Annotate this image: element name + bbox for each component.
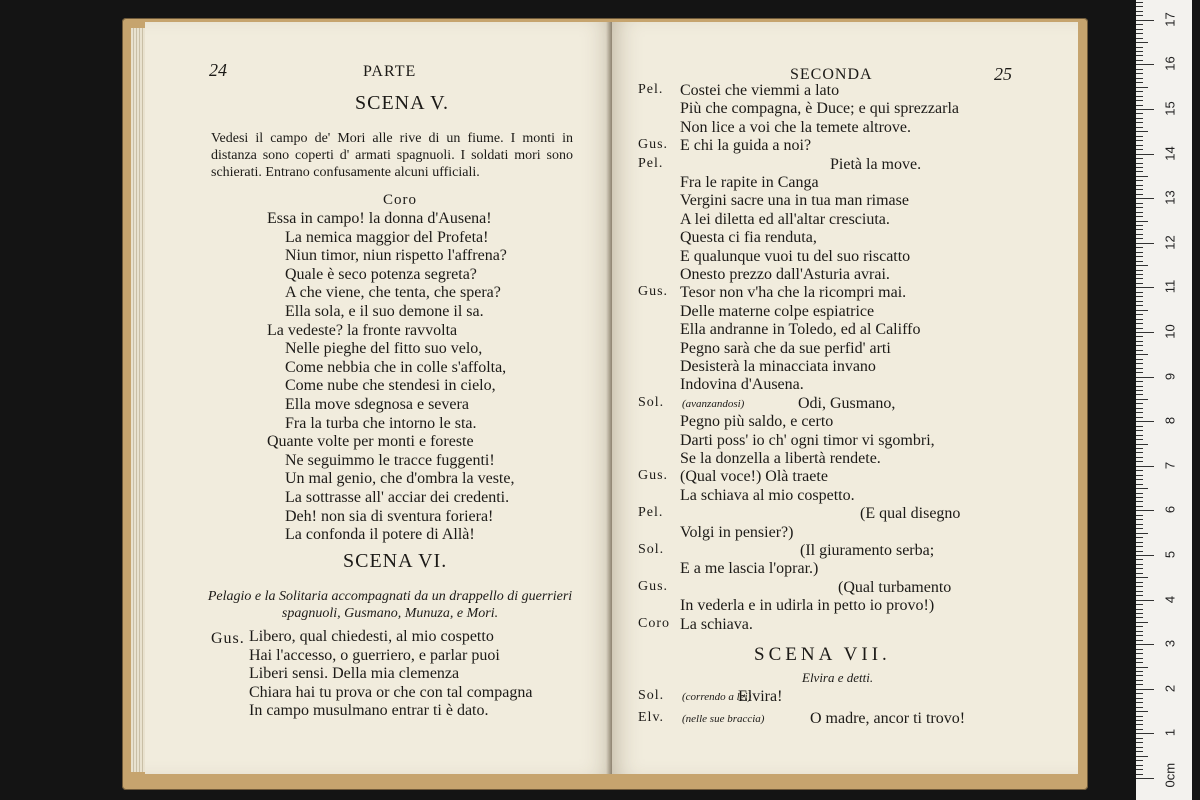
ruler-tick xyxy=(1136,658,1143,659)
verse-text: (E qual disegno xyxy=(860,505,961,523)
ruler-tick xyxy=(1136,564,1143,565)
verse-text: (Qual turbamento xyxy=(838,578,952,596)
ruler-tick xyxy=(1136,24,1143,25)
ruler-tick xyxy=(1136,38,1143,39)
ruler-tick xyxy=(1136,493,1143,494)
measurement-ruler xyxy=(1136,0,1192,800)
verse-text: Fra le rapite in Canga xyxy=(680,174,819,191)
ruler-tick xyxy=(1136,769,1143,770)
ruler-tick xyxy=(1136,51,1143,52)
speaker-label: Pel. xyxy=(638,82,664,97)
verse-text: Vergini sacre una in tua man rimase xyxy=(680,192,909,210)
ruler-tick xyxy=(1136,720,1143,721)
verse-line: Ne seguimmo le tracce fuggenti! xyxy=(285,451,495,469)
ruler-tick xyxy=(1136,510,1154,511)
ruler-label: 15 xyxy=(1162,101,1178,116)
ruler-tick xyxy=(1136,671,1143,672)
verse-line: Nelle pieghe del fitto suo velo, xyxy=(285,340,483,358)
ruler-tick xyxy=(1136,533,1148,534)
ruler-tick xyxy=(1136,528,1143,529)
verse-text: La schiava al mio cospetto. xyxy=(680,486,855,504)
verse-line: Come nebbia che in colle s'affolta, xyxy=(285,358,507,376)
ruler-tick xyxy=(1136,412,1143,413)
ruler-tick xyxy=(1136,69,1143,70)
ruler-tick xyxy=(1136,604,1143,605)
stage-direction: Pelagio e la Solitaria accompagnati da un drappello di guerrieri spagnuoli, Gusmano, Munuza, e Mori. xyxy=(207,589,573,621)
speaker-label: Gus. xyxy=(638,468,669,484)
ruler-tick xyxy=(1136,15,1143,16)
speaker-label: Elv. xyxy=(638,710,665,725)
ruler-tick xyxy=(1136,221,1148,222)
ruler-label: 10 xyxy=(1162,324,1178,339)
ruler-tick xyxy=(1136,328,1143,329)
ruler-tick xyxy=(1136,314,1143,315)
verse-line: La sottrasse all' acciar dei credenti. xyxy=(285,488,510,506)
ruler-tick xyxy=(1136,626,1143,627)
ruler-tick xyxy=(1136,283,1143,284)
gusmano-verses xyxy=(249,628,532,721)
ruler-tick xyxy=(1136,296,1143,297)
left-page xyxy=(145,22,612,774)
verse-text: Odi, Gusmano, xyxy=(798,394,896,412)
verse-line: Quante volte per monti e foreste xyxy=(267,433,474,451)
ruler-tick xyxy=(1136,292,1143,293)
verse-text: E chi la guida a noi? xyxy=(680,137,812,155)
ruler-tick xyxy=(1136,600,1154,601)
verse-line: In campo musulmano entrar ti è dato. xyxy=(249,702,489,720)
ruler-tick xyxy=(1136,470,1143,471)
ruler-tick xyxy=(1136,698,1143,699)
ruler-tick xyxy=(1136,278,1143,279)
ruler-tick xyxy=(1136,461,1143,462)
ruler-tick xyxy=(1136,359,1143,360)
ruler-label: 0cm xyxy=(1162,762,1178,788)
ruler-tick xyxy=(1136,724,1143,725)
ruler-tick xyxy=(1136,635,1143,636)
ruler-tick xyxy=(1136,733,1154,734)
ruler-tick xyxy=(1136,430,1143,431)
ruler-tick xyxy=(1136,265,1148,266)
ruler-tick xyxy=(1136,212,1143,213)
ruler-tick xyxy=(1136,448,1143,449)
ruler-tick xyxy=(1136,207,1143,208)
ruler-tick xyxy=(1136,319,1143,320)
speaker-label: Pel. xyxy=(638,155,664,171)
ruler-tick xyxy=(1136,243,1154,244)
page-number-left: 24 xyxy=(209,60,227,80)
ruler-tick xyxy=(1136,234,1143,235)
ruler-label: 1 xyxy=(1162,729,1178,737)
verse-line: Fra la turba che intorno le sta. xyxy=(285,414,477,432)
verse-line: Libero, qual chiedesti, al mio cospetto xyxy=(249,628,494,645)
verse-text: Costei che viemmi a lato xyxy=(680,82,840,99)
stage-direction: (avanzandosi) xyxy=(682,397,745,410)
ruler-tick xyxy=(1136,256,1143,257)
ruler-label: 7 xyxy=(1162,461,1178,469)
ruler-tick xyxy=(1136,729,1143,730)
ruler-tick xyxy=(1136,765,1143,766)
ruler-tick xyxy=(1136,225,1143,226)
ruler-tick xyxy=(1136,689,1154,690)
ruler-tick xyxy=(1136,515,1143,516)
speaker-label: Gus. xyxy=(638,137,669,153)
ruler-tick xyxy=(1136,640,1143,641)
ruler-tick xyxy=(1136,171,1143,172)
verse-text: Se la donzella a libertà rendete. xyxy=(680,450,881,467)
ruler-tick xyxy=(1136,452,1143,453)
ruler-tick xyxy=(1136,20,1154,21)
ruler-tick xyxy=(1136,6,1143,7)
ruler-tick xyxy=(1136,55,1143,56)
ruler-tick xyxy=(1136,100,1143,101)
ruler-tick xyxy=(1136,751,1143,752)
ruler-tick xyxy=(1136,742,1143,743)
scene-title: SCENA VI. xyxy=(343,550,448,572)
verse-line: La nemica maggior del Profeta! xyxy=(285,228,489,246)
ruler-tick xyxy=(1136,113,1143,114)
verse-line: La confonda il potere di Allà! xyxy=(285,526,475,544)
chorus-verses xyxy=(267,210,514,545)
page-number-right: 25 xyxy=(994,64,1012,84)
speaker-label: Gus. xyxy=(211,630,245,647)
verse-line: Hai l'accesso, o guerriero, e parlar puoi xyxy=(249,646,500,664)
ruler-tick xyxy=(1136,524,1143,525)
ruler-tick xyxy=(1136,399,1148,400)
stage-direction: (nelle sue braccia) xyxy=(682,713,765,725)
ruler-tick xyxy=(1136,247,1143,248)
verse-text: La schiava. xyxy=(680,615,753,633)
verse-text: In vederla e in udirla in petto io provo!) xyxy=(680,597,935,615)
ruler-tick xyxy=(1136,457,1143,458)
verse-line: Ella move sdegnosa e severa xyxy=(285,395,469,413)
ruler-tick xyxy=(1136,417,1143,418)
ruler-tick xyxy=(1136,542,1143,543)
ruler-tick xyxy=(1136,444,1148,445)
scene-title: SCENA VII. xyxy=(754,644,891,665)
ruler-tick xyxy=(1136,680,1143,681)
ruler-tick xyxy=(1136,29,1143,30)
verse-line: Quale è seco potenza segreta? xyxy=(285,265,477,283)
ruler-tick xyxy=(1136,716,1143,717)
ruler-tick xyxy=(1136,537,1143,538)
verse-line: Un mal genio, che d'ombra la veste, xyxy=(285,470,515,488)
ruler-tick xyxy=(1136,33,1143,34)
ruler-tick xyxy=(1136,684,1143,685)
ruler-tick xyxy=(1136,577,1148,578)
ruler-tick xyxy=(1136,662,1143,663)
ruler-tick xyxy=(1136,774,1143,775)
ruler-tick xyxy=(1136,60,1143,61)
ruler-tick xyxy=(1136,559,1143,560)
verse-text: Tesor non v'ha che la ricompri mai. xyxy=(680,284,907,302)
verse-text: E qualunque vuoi tu del suo riscatto xyxy=(680,247,911,265)
ruler-tick xyxy=(1136,194,1143,195)
ruler-label: 13 xyxy=(1162,190,1178,205)
ruler-tick xyxy=(1136,426,1143,427)
ruler-tick xyxy=(1136,274,1143,275)
ruler-tick xyxy=(1136,649,1143,650)
ruler-tick xyxy=(1136,42,1148,43)
ruler-tick xyxy=(1136,180,1143,181)
ruler-tick xyxy=(1136,403,1143,404)
speaker-label: Sol. xyxy=(638,542,665,557)
ruler-tick xyxy=(1136,586,1143,587)
ruler-tick xyxy=(1136,216,1143,217)
ruler-tick xyxy=(1136,131,1148,132)
ruler-tick xyxy=(1136,466,1154,467)
ruler-tick xyxy=(1136,591,1143,592)
ruler-label: 5 xyxy=(1162,550,1178,559)
speaker-label: Sol. xyxy=(638,688,665,703)
verse-text: Più che compagna, è Duce; e qui sprezzarla xyxy=(680,100,959,118)
verse-text: Pegno sarà che da sue perfid' arti xyxy=(680,339,891,357)
ruler-tick xyxy=(1136,408,1143,409)
ruler-tick xyxy=(1136,203,1143,204)
verse-line: A che viene, che tenta, che spera? xyxy=(285,284,501,302)
verse-text: Onesto prezzo dall'Asturia avrai. xyxy=(680,266,890,283)
ruler-tick xyxy=(1136,609,1143,610)
ruler-label: 12 xyxy=(1162,235,1178,250)
ruler-tick xyxy=(1136,519,1143,520)
verse-line: Niun timor, niun rispetto l'affrena? xyxy=(285,247,507,265)
verse-text: Non lice a voi che la temete altrove. xyxy=(680,118,912,136)
ruler-tick xyxy=(1136,270,1143,271)
speaker-label: Sol. xyxy=(638,394,665,410)
verse-text: O madre, ancor ti trovo! xyxy=(810,710,966,727)
verse-text: Pegno più saldo, e certo xyxy=(680,413,834,431)
ruler-tick xyxy=(1136,2,1143,3)
ruler-tick xyxy=(1136,760,1143,761)
ruler-tick xyxy=(1136,381,1143,382)
ruler-tick xyxy=(1136,644,1154,645)
ruler-tick xyxy=(1136,667,1148,668)
ruler-tick xyxy=(1136,675,1143,676)
ruler-tick xyxy=(1136,96,1143,97)
verse-text: Delle materne colpe espiatrice xyxy=(680,302,875,320)
verse-line: Ella sola, e il suo demone il sa. xyxy=(285,302,484,320)
ruler-tick xyxy=(1136,568,1143,569)
ruler-tick xyxy=(1136,363,1143,364)
ruler-tick xyxy=(1136,341,1143,342)
ruler-tick xyxy=(1136,310,1148,311)
ruler-label: 11 xyxy=(1162,280,1178,294)
ruler-tick xyxy=(1136,323,1143,324)
stage-direction: Vedesi il campo de' Mori alle rive di un fiume. I monti in distanza sono coperti d' armati spagnuoli. I soldati mori sono schierati. Entrano confusamente alcuni ufficiali. xyxy=(211,131,573,180)
ruler-tick xyxy=(1136,551,1143,552)
ruler-tick xyxy=(1136,301,1143,302)
ruler-label: 2 xyxy=(1162,684,1178,692)
ruler-tick xyxy=(1136,778,1154,779)
verse-text: (Il giuramento serba; xyxy=(800,542,935,559)
verse-text: Volgi in pensier?) xyxy=(680,523,794,541)
ruler-tick xyxy=(1136,64,1154,65)
ruler-tick xyxy=(1136,354,1148,355)
ruler-tick xyxy=(1136,613,1143,614)
ruler-tick xyxy=(1136,167,1143,168)
ruler-tick xyxy=(1136,573,1143,574)
speaker-label: Gus. xyxy=(638,284,669,300)
ruler-tick xyxy=(1136,163,1143,164)
ruler-label: 6 xyxy=(1162,506,1178,514)
ruler-tick xyxy=(1136,11,1143,12)
verse-text: E a me lascia l'oprar.) xyxy=(680,560,819,578)
ruler-tick xyxy=(1136,158,1143,159)
ruler-tick xyxy=(1136,555,1154,556)
running-header-right: SECONDA xyxy=(790,66,873,83)
ruler-tick xyxy=(1136,653,1143,654)
verse-line: Deh! non sia di sventura foriera! xyxy=(285,507,494,525)
ruler-tick xyxy=(1136,506,1143,507)
ruler-tick xyxy=(1136,631,1143,632)
ruler-tick xyxy=(1136,372,1143,373)
ruler-tick xyxy=(1136,707,1143,708)
ruler-tick xyxy=(1136,368,1143,369)
verse-line: Chiara hai tu prova or che con tal compagna xyxy=(249,683,533,701)
ruler-tick xyxy=(1136,756,1148,757)
ruler-label: 14 xyxy=(1162,145,1178,161)
ruler-tick xyxy=(1136,252,1143,253)
ruler-tick xyxy=(1136,136,1143,137)
ruler-tick xyxy=(1136,127,1143,128)
ruler-tick xyxy=(1136,87,1148,88)
ruler-tick xyxy=(1136,546,1143,547)
verse-text: Darti poss' io ch' ogni timor vi sgombri, xyxy=(680,431,935,449)
ruler-tick xyxy=(1136,185,1143,186)
ruler-tick xyxy=(1136,439,1143,440)
ruler-tick xyxy=(1136,145,1143,146)
ruler-tick xyxy=(1136,176,1148,177)
ruler-tick xyxy=(1136,149,1143,150)
ruler-tick xyxy=(1136,595,1143,596)
ruler-tick xyxy=(1136,350,1143,351)
verse-text: Elvira! xyxy=(738,688,783,705)
ruler-tick xyxy=(1136,109,1154,110)
ruler-tick xyxy=(1136,332,1154,333)
ruler-tick xyxy=(1136,702,1143,703)
ruler-tick xyxy=(1136,73,1143,74)
ruler-tick xyxy=(1136,479,1143,480)
ruler-tick xyxy=(1136,421,1154,422)
ruler-tick xyxy=(1136,118,1143,119)
ruler-tick xyxy=(1136,390,1143,391)
ruler-tick xyxy=(1136,78,1143,79)
ruler-tick xyxy=(1136,198,1154,199)
ruler-tick xyxy=(1136,189,1143,190)
verse-text: Pietà la move. xyxy=(830,155,922,173)
ruler-tick xyxy=(1136,622,1148,623)
stage-direction: Elvira e detti. xyxy=(802,670,874,685)
ruler-tick xyxy=(1136,238,1143,239)
ruler-tick xyxy=(1136,475,1143,476)
speaker-label: Pel. xyxy=(638,505,664,521)
verse-text: Indovina d'Ausena. xyxy=(680,376,804,394)
ruler-tick xyxy=(1136,738,1143,739)
ruler-tick xyxy=(1136,305,1143,306)
ruler-tick xyxy=(1136,377,1154,378)
chorus-label: Coro xyxy=(383,192,417,208)
ruler-tick xyxy=(1136,140,1143,141)
speaker-label: Gus. xyxy=(638,578,669,594)
ruler-label: 16 xyxy=(1162,56,1178,72)
ruler-tick xyxy=(1136,693,1143,694)
verse-line: Liberi sensi. Della mia clemenza xyxy=(249,665,460,683)
ruler-tick xyxy=(1136,345,1143,346)
ruler-tick xyxy=(1136,488,1148,489)
stage-direction: (correndo a lei) xyxy=(682,691,752,703)
page-edges xyxy=(131,28,145,772)
ruler-tick xyxy=(1136,336,1143,337)
ruler-tick xyxy=(1136,261,1143,262)
verse-text: Questa ci fia renduta, xyxy=(680,229,817,247)
ruler-tick xyxy=(1136,47,1143,48)
verse-text: (Qual voce!) Olà traete xyxy=(680,468,828,486)
ruler-tick xyxy=(1136,229,1143,230)
ruler-tick xyxy=(1136,435,1143,436)
verse-text: Desisterà la minacciata invano xyxy=(680,358,876,375)
ruler-tick xyxy=(1136,501,1143,502)
running-header-left: PARTE xyxy=(363,63,417,80)
ruler-tick xyxy=(1136,91,1143,92)
ruler-tick xyxy=(1136,82,1143,83)
ruler-tick xyxy=(1136,582,1143,583)
speaker-label: Coro xyxy=(638,615,670,631)
ruler-tick xyxy=(1136,747,1143,748)
ruler-label: 17 xyxy=(1162,12,1178,27)
ruler-tick xyxy=(1136,497,1143,498)
ruler-tick xyxy=(1136,484,1143,485)
ruler-label: 9 xyxy=(1162,372,1178,380)
ruler-tick xyxy=(1136,394,1143,395)
verse-line: La vedeste? la fronte ravvolta xyxy=(267,321,458,339)
right-page xyxy=(612,22,1078,774)
scene-title: SCENA V. xyxy=(355,92,449,114)
ruler-label: 4 xyxy=(1162,595,1178,603)
ruler-tick xyxy=(1136,711,1148,712)
ruler-tick xyxy=(1136,105,1143,106)
verse-line: Come nube che stendesi in cielo, xyxy=(285,377,496,395)
verse-text: Ella andranne in Toledo, ed al Califfo xyxy=(680,321,921,339)
verse-text: A lei diletta ed all'altar cresciuta. xyxy=(680,210,890,228)
ruler-tick xyxy=(1136,154,1154,155)
ruler-tick xyxy=(1136,122,1143,123)
ruler-label: 3 xyxy=(1162,640,1178,648)
ruler-tick xyxy=(1136,386,1143,387)
ruler-label: 8 xyxy=(1162,417,1178,425)
verse-line: Essa in campo! la donna d'Ausena! xyxy=(267,210,492,227)
ruler-tick xyxy=(1136,287,1154,288)
ruler-tick xyxy=(1136,617,1143,618)
